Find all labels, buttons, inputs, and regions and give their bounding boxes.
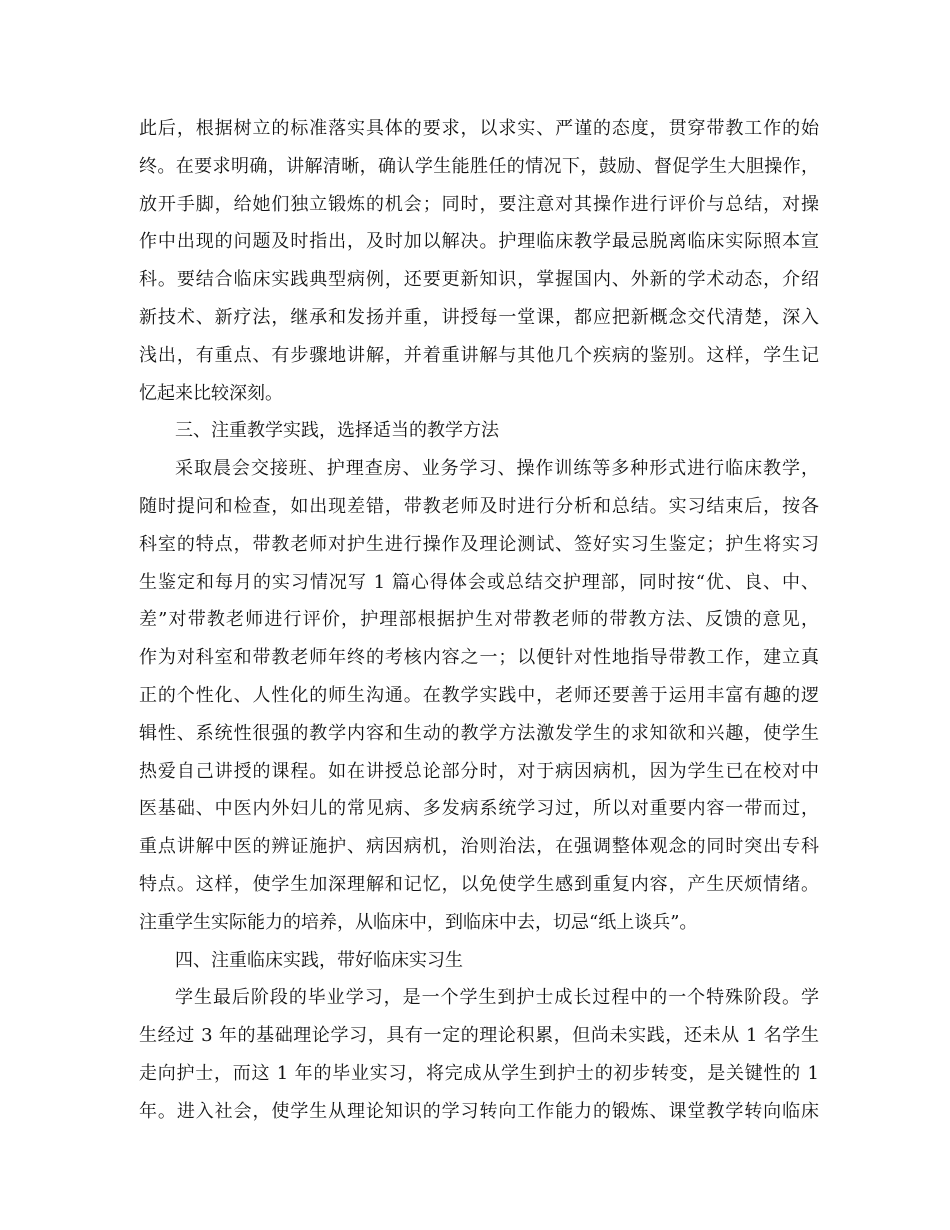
text-line: 正的个性化、人性化的师生沟通。在教学实践中，老师还要善于运用丰富有趣的逻	[139, 684, 819, 706]
text-line: 生鉴定和每月的实习情况写 1 篇心得体会或总结交护理部，同时按“优、良、中、	[139, 571, 819, 593]
text-line: 热爱自己讲授的课程。如在讲授总论部分时，对于病因病机，因为学生已在校对中	[139, 760, 819, 782]
text-line: 辑性、系统性很强的教学内容和生动的教学方法激发学生的求知欲和兴趣，使学生	[139, 722, 819, 744]
text-line: 注重学生实际能力的培养，从临床中，到临床中去，切忌“纸上谈兵”。	[139, 911, 698, 933]
text-line: 四、注重临床实践，带好临床实习生	[175, 949, 463, 971]
document-body	[139, 110, 819, 1131]
text-line: 特点。这样，使学生加深理解和记忆，以免使学生感到重复内容，产生厌烦情绪。	[139, 873, 819, 895]
text-line: 忆起来比较深刻。	[139, 382, 283, 404]
text-line: 作为对科室和带教老师年终的考核内容之一；以便针对性地指导带教工作，建立真	[139, 647, 819, 669]
text-line: 放开手脚，给她们独立锻炼的机会；同时，要注意对其操作进行评价与总结，对操	[139, 193, 819, 215]
text-line: 年。进入社会，使学生从理论知识的学习转向工作能力的锻炼、课堂教学转向临床	[139, 1100, 819, 1122]
text-line: 随时提问和检查，如出现差错，带教老师及时进行分析和总结。实习结束后，按各	[139, 495, 819, 517]
text-line: 差”对带教老师进行评价，护理部根据护生对带教老师的带教方法、反馈的意见，	[139, 609, 819, 631]
text-line: 科室的特点，带教老师对护生进行操作及理论测试、签好实习生鉴定；护生将实习	[139, 533, 819, 555]
text-line: 学生最后阶段的毕业学习，是一个学生到护士成长过程中的一个特殊阶段。学	[175, 987, 819, 1009]
text-line: 三、注重教学实践，选择适当的教学方法	[175, 420, 499, 442]
text-line: 医基础、中医内外妇儿的常见病、多发病系统学习过，所以对重要内容一带而过，	[139, 798, 819, 820]
text-line: 终。在要求明确，讲解清晰，确认学生能胜任的情况下，鼓励、督促学生大胆操作，	[139, 155, 819, 177]
text-line: 科。要结合临床实践典型病例，还要更新知识，掌握国内、外新的学术动态，介绍	[139, 269, 819, 291]
text-line: 走向护士，而这 1 年的毕业实习，将完成从学生到护士的初步转变，是关键性的 1	[139, 1062, 819, 1084]
text-line: 采取晨会交接班、护理查房、业务学习、操作训练等多种形式进行临床教学，	[175, 458, 819, 480]
text-line: 此后，根据树立的标准落实具体的要求，以求实、严谨的态度，贯穿带教工作的始	[139, 118, 819, 139]
text-line: 重点讲解中医的辨证施护、病因病机，治则治法，在强调整体观念的同时突出专科	[139, 836, 819, 858]
text-line: 生经过 3 年的基础理论学习，具有一定的理论积累，但尚未实践，还未从 1 名学生	[139, 1025, 819, 1047]
text-line: 浅出，有重点、有步骤地讲解，并着重讲解与其他几个疾病的鉴别。这样，学生记	[139, 344, 819, 366]
text-line: 作中出现的问题及时指出，及时加以解决。护理临床教学最忌脱离临床实际照本宣	[139, 231, 819, 253]
text-line: 新技术、新疗法，继承和发扬并重，讲授每一堂课，都应把新概念交代清楚，深入	[139, 306, 819, 328]
